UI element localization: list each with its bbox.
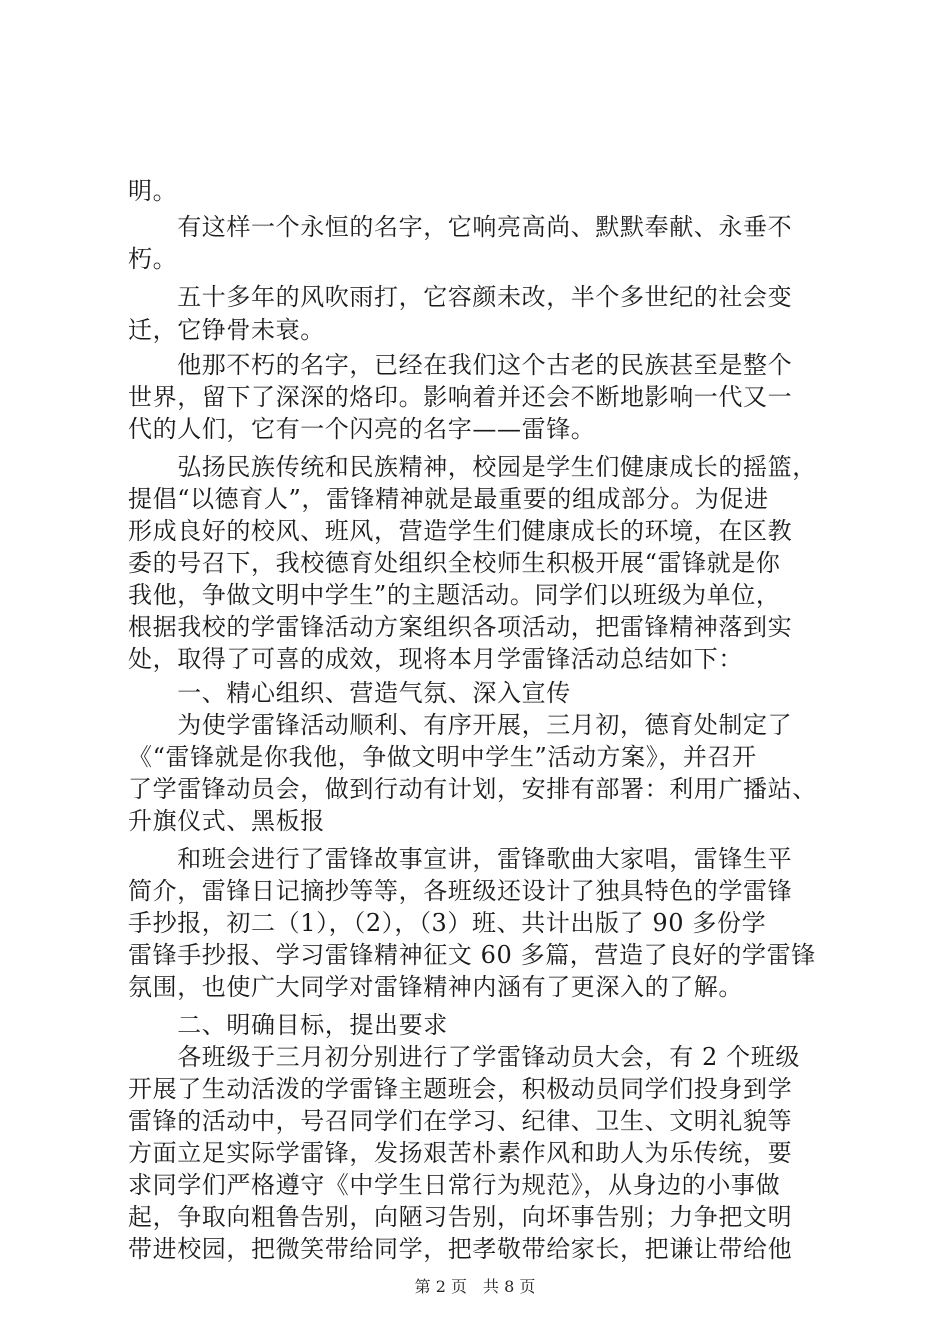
page-footer: 第 2 页 共 8 页 [414,1277,536,1296]
text-line: 开展了生动活泼的学雷锋主题班会，积极动员同学们投身到学 [128,1075,793,1103]
text-line: 带进校园，把微笑带给同学，把孝敬带给家长，把谦让带给他 [128,1235,793,1263]
text-line: 了学雷锋动员会，做到行动有计划，安排有部署：利用广播站、 [128,775,817,803]
text-line: 委的号召下，我校德育处组织全校师生积极开展“雷锋就是你 [128,549,781,577]
text-line: 求同学们严格遵守《中学生日常行为规范》，从身边的小事做 [128,1171,781,1199]
text-line: 方面立足实际学雷锋，发扬艰苦朴素作风和助人为乐传统，要 [128,1139,793,1167]
text-line: 他那不朽的名字，已经在我们这个古老的民族甚至是整个 [128,351,793,379]
text-line: 为使学雷锋活动顺利、有序开展，三月初，德育处制定了 [128,711,793,739]
text-line: 根据我校的学雷锋活动方案组织各项活动，把雷锋精神落到实 [128,613,793,641]
text-line: 明。 [128,177,178,205]
text-line: 各班级于三月初分别进行了学雷锋动员大会，有 2 个班级 [128,1043,800,1071]
text-line: 二、明确目标，提出要求 [128,1011,448,1039]
text-line: 迁，它铮骨未衰。 [128,316,325,344]
text-line: 有这样一个永恒的名字，它响亮高尚、默默奉献、永垂不 [128,213,793,241]
text-line: 氛围，也使广大同学对雷锋精神内涵有了更深入的了解。 [128,973,743,1001]
text-line: 简介，雷锋日记摘抄等等，各班级还设计了独具特色的学雷锋 [128,877,793,905]
text-line: 处，取得了可喜的成效，现将本月学雷锋活动总结如下： [128,645,743,673]
text-line: 提倡“以德育人”，雷锋精神就是最重要的组成部分。为促进 [128,485,769,513]
text-line: 《“雷锋就是你我他，争做文明中学生”活动方案》，并召开 [128,743,757,771]
text-line: 形成良好的校风、班风，营造学生们健康成长的环境，在区教 [128,517,793,545]
text-line: 雷锋的活动中，号召同学们在学习、纪律、卫生、文明礼貌等 [128,1107,793,1135]
text-line: 朽。 [128,245,178,273]
text-line: 代的人们，它有一个闪亮的名字——雷锋。 [128,415,596,443]
text-line: 雷锋手抄报、学习雷锋精神征文 60 多篇，营造了良好的学雷锋 [128,941,816,969]
text-line: 手抄报，初二（1），（2），（3）班、共计出版了 90 多份学 [128,909,767,937]
text-line: 起，争取向粗鲁告别，向陋习告别，向坏事告别；力争把文明 [128,1203,793,1231]
text-line: 和班会进行了雷锋故事宣讲，雷锋歌曲大家唱，雷锋生平 [128,845,793,873]
text-line: 我他，争做文明中学生”的主题活动。同学们以班级为单位， [128,581,781,609]
text-line: 弘扬民族传统和民族精神，校园是学生们健康成长的摇篮， [128,453,817,481]
text-line: 升旗仪式、黑板报 [128,807,325,835]
text-line: 一、精心组织、营造气氛、深入宣传 [128,679,571,707]
text-line: 世界，留下了深深的烙印。影响着并还会不断地影响一代又一 [128,383,793,411]
text-line: 五十多年的风吹雨打，它容颜未改，半个多世纪的社会变 [128,283,793,311]
